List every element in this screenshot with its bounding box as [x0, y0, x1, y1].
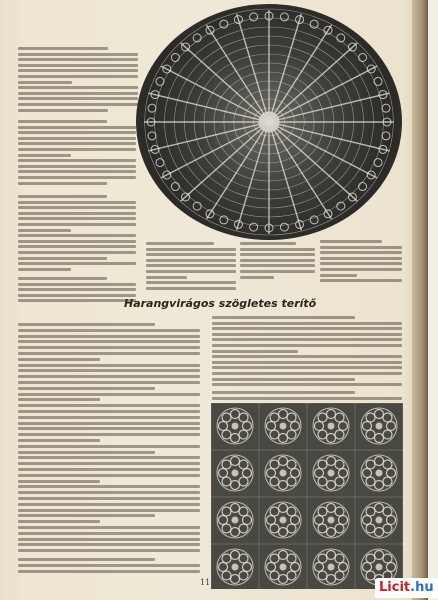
text-line — [18, 514, 155, 517]
text-line — [212, 391, 355, 394]
text-line — [18, 148, 136, 151]
text-line — [18, 75, 138, 78]
text-line — [212, 322, 402, 325]
text-line — [18, 323, 155, 326]
text-line — [18, 92, 138, 95]
text-line — [18, 154, 71, 157]
text-line — [18, 97, 138, 100]
text-line — [18, 393, 200, 396]
text-line — [212, 338, 402, 341]
text-line — [18, 283, 136, 286]
text-line — [18, 69, 138, 72]
text-line — [18, 277, 107, 280]
text-line — [18, 474, 200, 477]
text-line — [18, 439, 100, 442]
text-line — [212, 378, 355, 381]
text-line — [18, 358, 100, 361]
text-line — [18, 126, 136, 129]
text-line — [212, 372, 402, 375]
text-line — [18, 245, 136, 248]
text-line — [18, 526, 200, 529]
text-line — [18, 549, 200, 552]
watermark-logo — [375, 578, 438, 598]
article-title: Harangvirágos szögletes terítő — [124, 297, 317, 310]
text-line — [212, 327, 402, 330]
text-line — [18, 86, 138, 89]
text-line — [18, 53, 138, 56]
text-line — [240, 259, 315, 262]
text-line — [18, 103, 138, 106]
round-doily-photo — [136, 4, 402, 240]
text-line — [18, 410, 200, 413]
text-line — [18, 81, 72, 84]
square-tablecloth-photo — [211, 403, 403, 589]
text-line — [18, 268, 71, 271]
text-line — [212, 397, 402, 400]
text-line — [18, 422, 200, 425]
text-line — [18, 538, 200, 541]
text-line — [18, 352, 200, 355]
text-line — [320, 262, 402, 265]
text-line — [146, 264, 236, 267]
text-line — [212, 361, 402, 364]
text-line — [212, 383, 402, 386]
text-line — [18, 346, 200, 349]
text-line — [212, 355, 402, 358]
text-line — [320, 257, 402, 260]
text-line — [146, 287, 236, 290]
text-line — [18, 159, 136, 162]
text-line — [18, 335, 200, 338]
text-line — [18, 497, 200, 500]
text-line — [240, 248, 315, 251]
text-line — [212, 333, 402, 336]
text-line — [18, 416, 200, 419]
text-line — [18, 240, 136, 243]
text-line — [18, 558, 155, 561]
text-line — [18, 532, 200, 535]
text-line — [18, 131, 136, 134]
text-line — [212, 366, 402, 369]
text-line — [18, 212, 136, 215]
text-line — [18, 58, 138, 61]
text-line — [18, 195, 107, 198]
text-line — [18, 176, 136, 179]
text-line — [18, 369, 200, 372]
text-line — [18, 381, 200, 384]
text-line — [212, 344, 402, 347]
text-line — [18, 234, 136, 237]
text-line — [18, 170, 136, 173]
text-line — [18, 433, 200, 436]
text-line — [320, 246, 402, 249]
text-line — [18, 491, 200, 494]
text-line — [18, 468, 200, 471]
text-line — [212, 316, 355, 319]
text-line — [18, 223, 136, 226]
text-line — [18, 427, 200, 430]
text-line — [18, 201, 136, 204]
text-line — [18, 262, 136, 265]
text-line — [18, 109, 108, 112]
text-line — [18, 165, 136, 168]
text-line — [212, 350, 298, 353]
text-line — [18, 503, 200, 506]
text-line — [18, 485, 200, 488]
text-line — [320, 279, 402, 282]
text-line — [18, 299, 136, 302]
text-line — [18, 445, 200, 448]
text-line — [18, 462, 200, 465]
text-line — [18, 206, 136, 209]
text-line — [320, 268, 402, 271]
text-line — [18, 509, 200, 512]
text-line — [18, 288, 136, 291]
text-line — [18, 543, 200, 546]
text-line — [146, 276, 187, 279]
text-line — [18, 398, 100, 401]
text-line — [18, 375, 200, 378]
text-line — [240, 242, 296, 245]
watermark-brand: Licit — [379, 580, 411, 595]
text-line — [18, 364, 200, 367]
text-line — [18, 329, 200, 332]
text-line — [18, 340, 200, 343]
text-line — [240, 264, 315, 267]
text-line — [240, 270, 315, 273]
text-line — [18, 520, 100, 523]
text-line — [146, 242, 214, 245]
text-line — [18, 480, 100, 483]
text-line — [18, 120, 107, 123]
text-line — [146, 253, 236, 256]
text-line — [18, 251, 136, 254]
text-line — [146, 248, 236, 251]
page-binding-shadow — [412, 0, 428, 600]
text-line — [18, 570, 200, 573]
text-line — [18, 229, 71, 232]
watermark-tld: .hu — [410, 580, 434, 595]
text-line — [18, 257, 107, 260]
square-lace-illustration — [211, 403, 403, 589]
page-number: 11 — [200, 578, 211, 587]
text-line — [146, 281, 236, 284]
text-line — [18, 64, 138, 67]
text-line — [18, 217, 136, 220]
text-line — [320, 251, 402, 254]
round-doily-lace-illustration — [136, 4, 402, 240]
text-line — [18, 47, 108, 50]
text-line — [18, 182, 107, 185]
text-line — [18, 451, 155, 454]
text-line — [18, 137, 136, 140]
text-line — [18, 387, 155, 390]
text-line — [18, 142, 136, 145]
text-line — [18, 456, 200, 459]
text-line — [146, 259, 236, 262]
text-line — [240, 253, 315, 256]
text-line — [320, 240, 382, 243]
text-line — [146, 270, 236, 273]
text-line — [18, 404, 200, 407]
text-line — [240, 276, 274, 279]
text-line — [18, 564, 200, 567]
text-line — [18, 294, 136, 297]
text-line — [320, 274, 357, 277]
